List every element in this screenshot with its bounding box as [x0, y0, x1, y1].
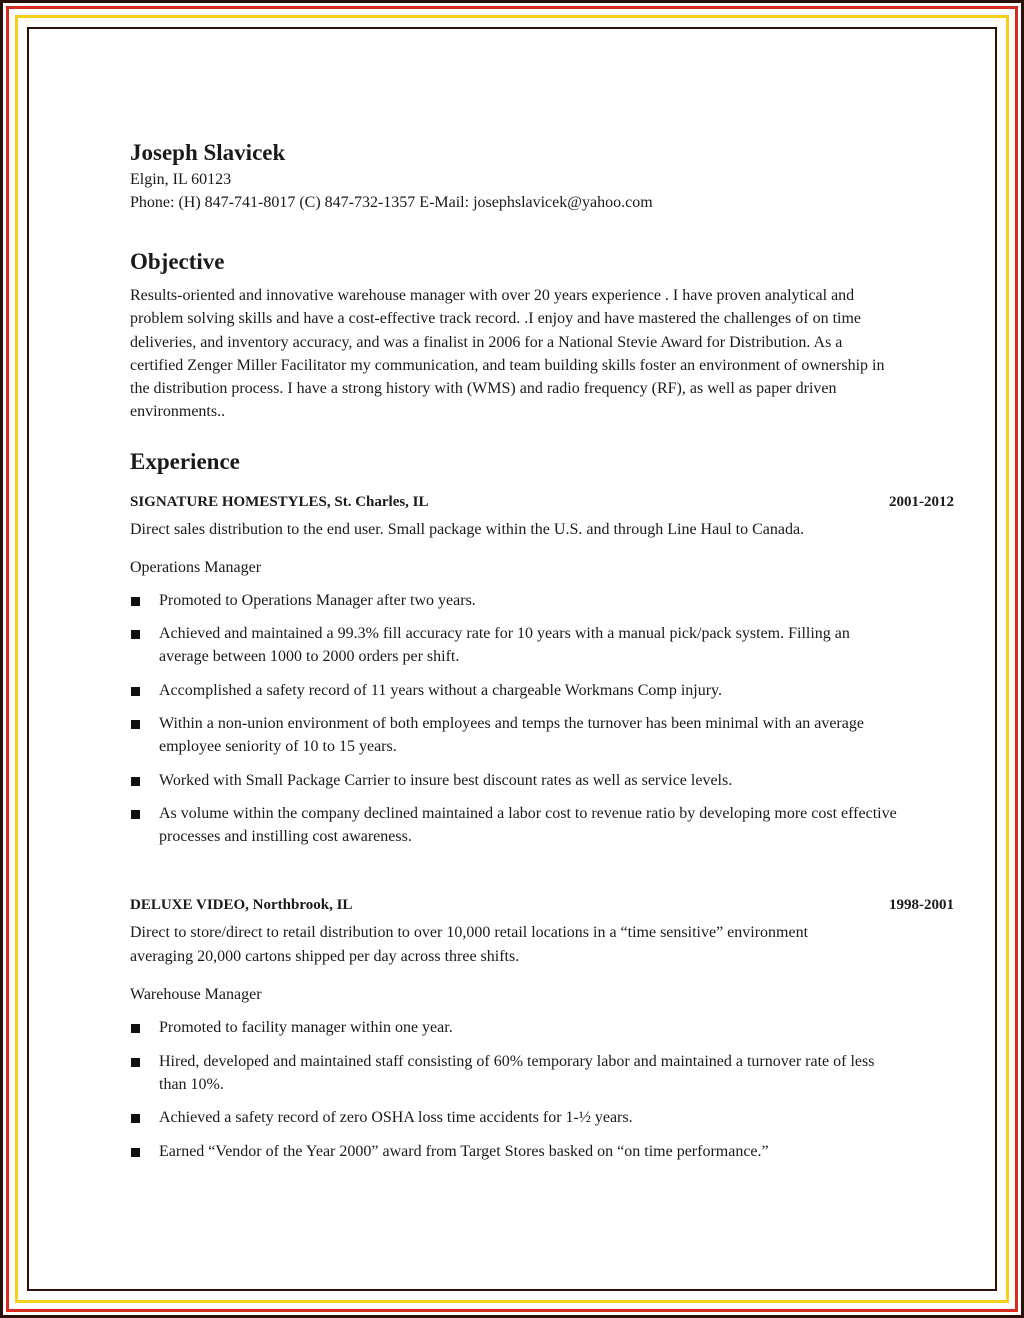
square-bullet-icon	[131, 720, 140, 729]
job-description: Direct to store/direct to retail distribution to over 10,000 retail locations in a “time sensitive” environment averaging 20,000 cartons shipped per day across three shifts.	[130, 924, 809, 966]
objective-heading: Objective	[130, 249, 225, 274]
experience-heading: Experience	[130, 448, 240, 474]
bullet-item	[130, 1106, 899, 1129]
bullet-item	[130, 589, 899, 612]
job-role: Operations Manager	[130, 558, 262, 576]
bullet-item	[130, 769, 899, 792]
location: Elgin, IL 60123	[130, 171, 232, 188]
job-years: 1998-2001	[889, 897, 954, 914]
job-years: 2001-2012	[889, 493, 954, 510]
bullet-item	[130, 1050, 899, 1097]
square-bullet-icon	[131, 630, 140, 639]
square-bullet-icon	[131, 1114, 140, 1123]
job-role: Warehouse Manager	[130, 986, 262, 1004]
job-deluxe-video	[130, 894, 954, 1162]
square-bullet-icon	[131, 810, 140, 819]
objective-text: Results-oriented and innovative warehouse manager with over 20 years experience . I have proven analytical and problem solving skills and have a cost-effective track record. .I enjoy and have mastered the challenges of on time deliveries, and inventory accuracy, and was a finalist in 2006 for a National Stevie Award for Distribution. As a certified Zenger Miller Facilitator my communication, and team building skills foster an environment of ownership in the distribution process. I have a strong history with (WMS) and radio frequency (RF), as well as paper driven environments..	[130, 287, 885, 421]
square-bullet-icon	[131, 1024, 140, 1033]
bullet-item	[130, 712, 899, 759]
resume-page	[130, 138, 954, 1173]
bullet-text: Worked with Small Package Carrier to insure best discount rates as well as service levels.	[159, 771, 733, 789]
bullet-text: Hired, developed and maintained staff consisting of 60% temporary labor and maintained a turnover rate of less than 10%.	[159, 1052, 875, 1094]
bullet-text: Accomplished a safety record of 11 years without a chargeable Workmans Comp injury.	[159, 681, 722, 699]
bullet-text: Promoted to Operations Manager after two years.	[159, 591, 476, 609]
bullet-item	[130, 1016, 899, 1039]
candidate-name: Joseph Slavicek	[130, 140, 286, 165]
square-bullet-icon	[131, 687, 140, 696]
job-description: Direct sales distribution to the end user. Small package within the U.S. and through Line Haul to Canada.	[130, 520, 805, 538]
job-company: DELUXE VIDEO, Northbrook, IL	[130, 897, 353, 914]
job-header	[130, 491, 954, 513]
contact-line: Phone: (H) 847-741-8017 (C) 847-732-1357 E-Mail: josephslavicek@yahoo.com	[130, 194, 653, 211]
bullet-text: Achieved a safety record of zero OSHA loss time accidents for 1-½ years.	[159, 1109, 633, 1127]
square-bullet-icon	[131, 777, 140, 786]
bullet-item	[130, 802, 899, 849]
job-bullets	[130, 589, 954, 849]
bullet-item	[130, 679, 899, 702]
bullet-item	[130, 1140, 899, 1163]
square-bullet-icon	[131, 1058, 140, 1067]
square-bullet-icon	[131, 597, 140, 606]
bullet-text: Promoted to facility manager within one year.	[159, 1019, 453, 1037]
job-signature-homestyles	[130, 491, 954, 849]
bullet-text: As volume within the company declined maintained a labor cost to revenue ratio by developing more cost effective processes and instilling cost awareness.	[159, 804, 897, 846]
job-bullets	[130, 1016, 954, 1162]
job-header	[130, 894, 954, 916]
bullet-text: Achieved and maintained a 99.3% fill accuracy rate for 10 years with a manual pick/pack system. Filling an average between 1000 to 2000 orders per shift.	[159, 625, 850, 666]
square-bullet-icon	[131, 1148, 140, 1157]
bullet-item	[130, 622, 899, 669]
job-company: SIGNATURE HOMESTYLES, St. Charles, IL	[130, 493, 429, 510]
bullet-text: Earned “Vendor of the Year 2000” award from Target Stores basked on “on time performance.”	[159, 1142, 769, 1160]
bullet-text: Within a non-union environment of both employees and temps the turnover has been minimal with an average employee seniority of 10 to 15 years.	[159, 714, 864, 756]
